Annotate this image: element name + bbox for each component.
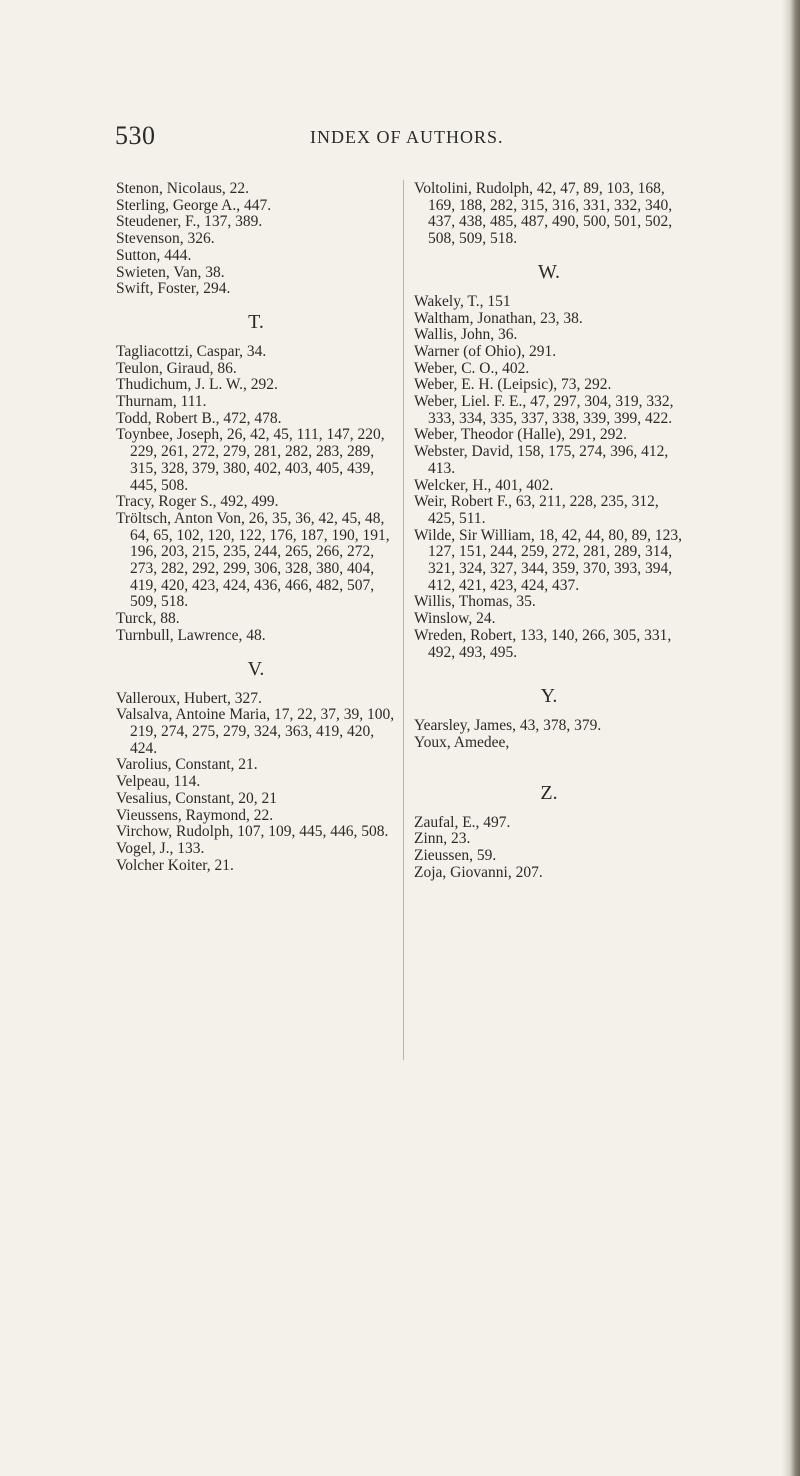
index-entry: Weber, Liel. F. E., 47, 297, 304, 319, 332, 333, 334, 335, 337, 338, 339, 399, 422. [414, 393, 674, 427]
index-entry: Turck, 88. [116, 610, 180, 628]
index-entry: Yearsley, James, 43, 378, 379. [414, 717, 602, 735]
index-entry: Zinn, 23. [414, 830, 471, 848]
index-column-right [414, 181, 684, 882]
index-entry: Velpeau, 114. [116, 773, 201, 791]
index-entry: Sterling, George A., 447. [116, 196, 272, 214]
index-entry: Tagliacottzi, Caspar, 34. [116, 342, 267, 360]
index-entry: Tröltsch, Anton Von, 26, 35, 36, 42, 45, 48, 64, 65, 102, 120, 122, 176, 187, 190, 191, 196, 203, 215, 235, 244, 265, 266, 272, 273, 282, 292, 299, 306, 328, 380, 404, 419, 420, 423, 424, 436, 466, 482, 507, 509, 518. [116, 509, 390, 611]
index-entry: Sutton, 444. [116, 246, 192, 264]
index-entry: Virchow, Rudolph, 107, 109, 445, 446, 508. [116, 823, 389, 841]
index-column-left [116, 181, 396, 874]
index-entry: Webster, David, 158, 175, 274, 396, 412, 413. [414, 443, 669, 477]
index-entry: Swieten, Van, 38. [116, 263, 225, 281]
index-entry: Weber, E. H. (Leipsic), 73, 292. [414, 376, 612, 394]
section-w [414, 294, 684, 661]
index-entry: Wreden, Robert, 133, 140, 266, 305, 331, 492, 493, 495. [414, 626, 672, 661]
index-entry: Vieussens, Raymond, 22. [116, 806, 274, 824]
column-divider [403, 180, 404, 1060]
index-entry: Waltham, Jonathan, 23, 38. [414, 309, 583, 327]
index-entry: Thurnam, 111. [116, 393, 207, 411]
index-entry: Zieussen, 59. [414, 847, 497, 865]
index-entry: Toynbee, Joseph, 26, 42, 45, 111, 147, 220, 229, 261, 272, 279, 281, 282, 283, 289, 315, 328, 379, 380, 402, 403, 405, 439, 445, 508. [116, 426, 385, 494]
page-header [115, 121, 675, 150]
letter-heading-z: Z. [540, 781, 558, 804]
index-entry: Wakely, T., 151 [414, 292, 511, 310]
index-entry: Willis, Thomas, 35. [414, 593, 536, 611]
index-entry: Wallis, John, 36. [414, 326, 518, 344]
index-entry: Weir, Robert F., 63, 211, 228, 235, 312, 425, 511. [414, 493, 659, 527]
letter-heading-w: W. [537, 260, 561, 283]
section-y [414, 718, 684, 751]
letter-heading-v: V. [247, 657, 265, 680]
index-entry: Weber, C. O., 402. [414, 359, 530, 377]
index-entry: Zaufal, E., 497. [414, 813, 511, 831]
index-entry: Valsalva, Antoine Maria, 17, 22, 37, 39, 100, 219, 274, 275, 279, 324, 363, 419, 420, 424. [116, 706, 395, 757]
page-number: 530 [115, 121, 156, 150]
section-z [414, 815, 684, 882]
index-entry: Weber, Theodor (Halle), 291, 292. [414, 426, 628, 444]
index-entry: Steudener, F., 137, 389. [116, 213, 263, 231]
index-entry: Tracy, Roger S., 492, 499. [116, 493, 279, 511]
index-entry: Zoja, Giovanni, 207. [414, 863, 543, 881]
index-entry: Youx, Amedee, [414, 733, 510, 751]
letter-heading-t: T. [248, 310, 264, 333]
index-entry: Valleroux, Hubert, 327. [116, 689, 262, 707]
index-entry: Wilde, Sir William, 18, 42, 44, 80, 89, 123, 127, 151, 244, 259, 272, 281, 289, 314, 321, 324, 327, 344, 359, 370, 393, 394, 412, 421, 423, 424, 437. [414, 526, 682, 594]
index-entry: Varolius, Constant, 21. [116, 756, 258, 774]
index-entry: Todd, Robert B., 472, 478. [116, 409, 282, 427]
section-t [116, 344, 396, 645]
index-entry: Vesalius, Constant, 20, 21 [116, 789, 278, 807]
page-edge-shadow [782, 0, 800, 1476]
index-entry: Voltolini, Rudolph, 42, 47, 89, 103, 168, 169, 188, 282, 315, 316, 331, 332, 340, 437, 438, 485, 487, 490, 500, 501, 502, 508, 509, 518. [414, 180, 673, 248]
index-entry: Winslow, 24. [414, 610, 496, 628]
section-v [116, 691, 396, 875]
index-entry: Vogel, J., 133. [116, 839, 205, 857]
running-head: INDEX OF AUTHORS. [310, 127, 504, 147]
index-entry: Stenon, Nicolaus, 22. [116, 180, 250, 197]
index-entry: Welcker, H., 401, 402. [414, 476, 554, 494]
section-s-continued [116, 181, 396, 298]
index-entry: Turnbull, Lawrence, 48. [116, 626, 266, 644]
letter-heading-y: Y. [540, 685, 558, 708]
index-entry: Volcher Koiter, 21. [116, 856, 234, 874]
index-entry: Teulon, Giraud, 86. [116, 359, 237, 377]
index-entry: Stevenson, 326. [116, 230, 215, 248]
index-entry: Thudichum, J. L. W., 292. [116, 376, 278, 394]
section-v-continued [414, 181, 684, 248]
index-entry: Swift, Foster, 294. [116, 280, 231, 298]
index-entry: Warner (of Ohio), 291. [414, 342, 557, 360]
